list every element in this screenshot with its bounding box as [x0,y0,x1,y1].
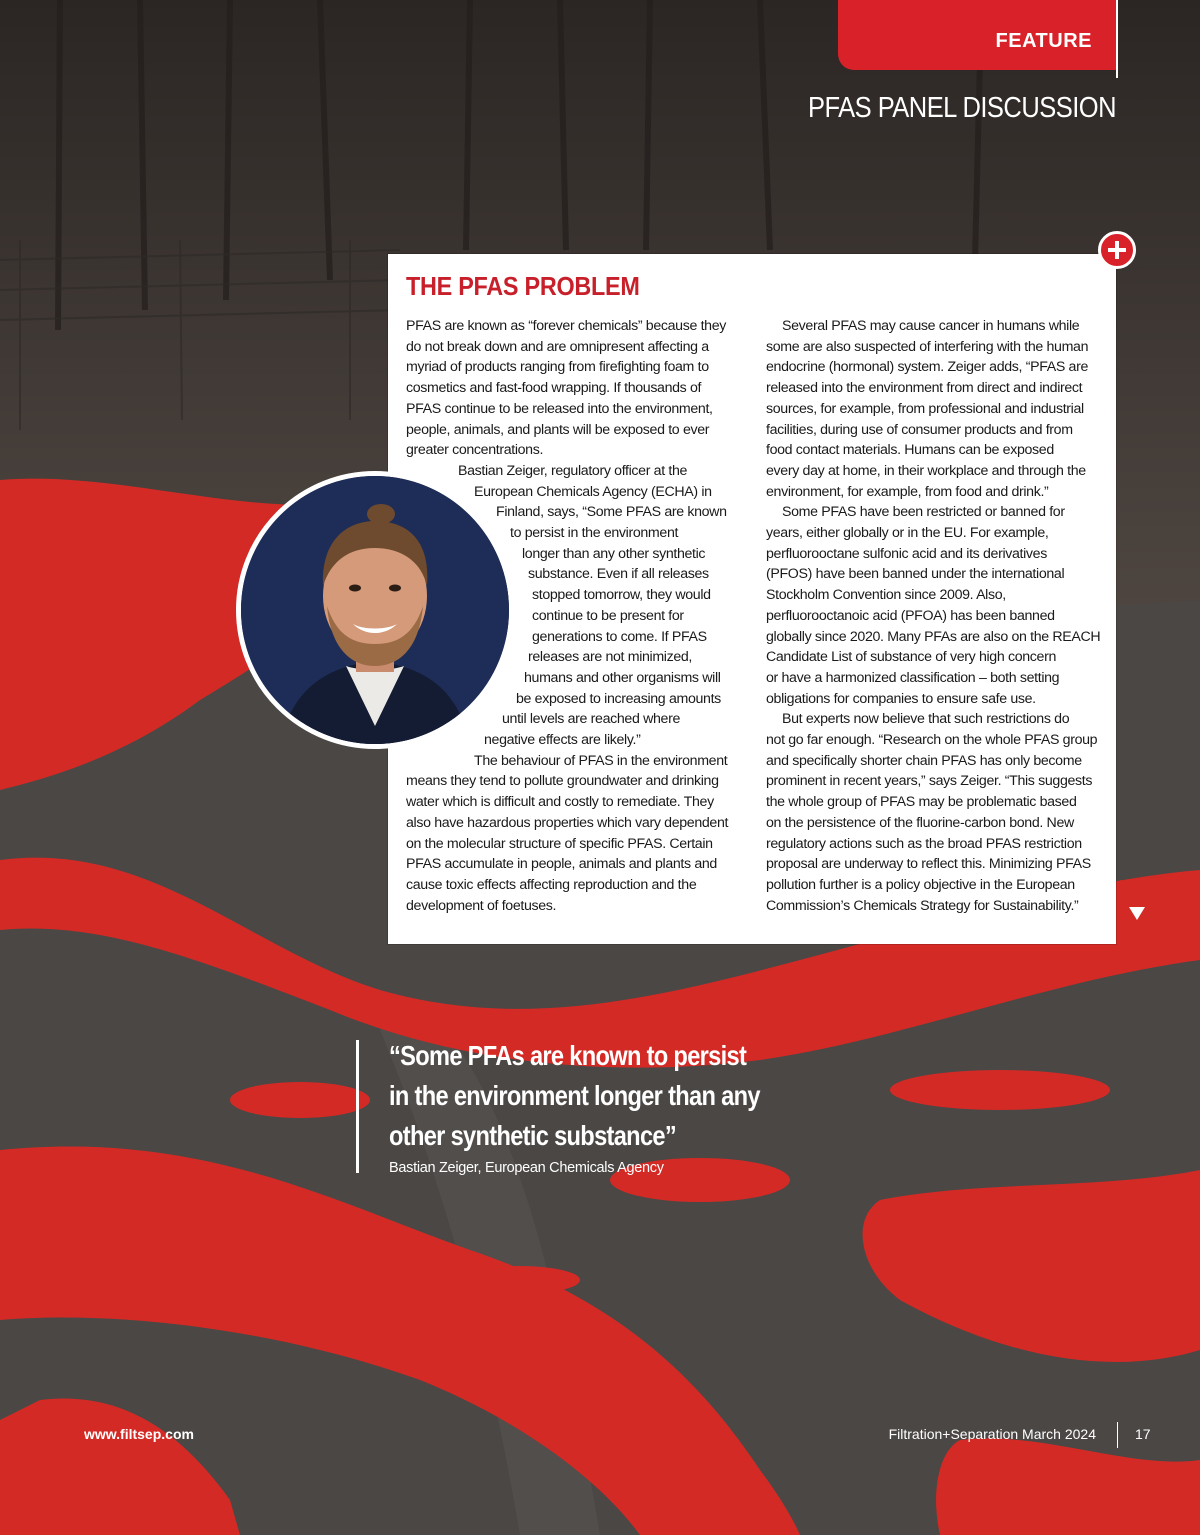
body-line: PFAS accumulate in people, animals and plants and [406,856,717,873]
body-line: Commission’s Chemicals Strategy for Sustainability.” [766,897,1079,914]
body-line: Stockholm Convention since 2009. Also, [766,587,1006,604]
quote-attribution: Bastian Zeiger, European Chemicals Agency [389,1160,664,1176]
body-line: every day at home, in their workplace and through the [766,462,1086,479]
body-line: or have a harmonized classification – both setting [766,669,1060,686]
body-line: years, either globally or in the EU. For example, [766,525,1049,542]
portrait-illustration [241,476,509,744]
box-title: THE PFAS PROBLEM [406,271,640,301]
feature-label: FEATURE [995,30,1092,52]
body-line: obligations for companies to ensure safe use. [766,690,1036,707]
body-line: But experts now believe that such restrictions do [782,711,1070,728]
body-line: generations to come. If PFAS [532,628,707,645]
footer-magazine: Filtration+Separation March 2024 [888,1426,1096,1442]
body-line: globally since 2020. Many PFAs are also on the REACH [766,628,1101,645]
body-line: facilities, during use of consumer products and from [766,421,1073,438]
body-line: Several PFAS may cause cancer in humans while [782,318,1080,334]
body-line: environment, for example, from food and drink.” [766,483,1049,500]
body-line: Some PFAS have been restricted or banned for [782,504,1065,521]
body-line: development of foetuses. [406,897,557,914]
body-line: regulatory actions such as the broad PFAS restriction [766,835,1082,852]
body-line: some are also suspected of interfering with the human [766,338,1089,355]
body-line: endocrine (hormonal) system. Zeiger adds, “PFAS are [766,359,1089,376]
page-number: 17 [1135,1426,1151,1442]
plus-circle-icon [1098,231,1136,269]
section-title: PFAS PANEL DISCUSSION [808,92,1116,124]
portrait-photo [236,471,514,749]
body-line: and specifically shorter chain PFAS has only become [766,752,1082,769]
body-line: until levels are reached where [502,711,680,728]
body-line: greater concentrations. [406,442,544,459]
body-line: perfluorooctanoic acid (PFOA) has been banned [766,607,1055,624]
quote-bar [356,1040,359,1173]
body-line: people, animals, and plants will be exposed to ever [406,421,710,438]
body-line: sources, for example, from professional and industrial [766,400,1084,417]
body-line: longer than any other synthetic [522,545,706,562]
header-divider [1116,0,1118,78]
pull-quote-line: “Some PFAs are known to persist [389,1040,747,1071]
body-line: means they tend to pollute groundwater and drinking [406,773,719,790]
body-line: humans and other organisms will [524,669,721,686]
pull-quote-line: other synthetic substance” [389,1120,677,1151]
right-column [766,316,1106,916]
body-line: prominent in recent years,” says Zeiger. “This suggests [766,773,1093,790]
body-line: stopped tomorrow, they would [532,587,711,604]
body-line: releases are not minimized, [528,649,693,666]
body-line: Finland, says, “Some PFAS are known [496,504,727,521]
body-line: Candidate List of substance of very high concern [766,649,1056,666]
body-line: European Chemicals Agency (ECHA) in [474,483,712,500]
footer-url[interactable]: www.filtsep.com [84,1426,194,1442]
body-line: on the molecular structure of specific PFAS. Certain [406,835,713,852]
body-line: continue to be present for [532,607,684,624]
body-line: water which is difficult and costly to remediate. They [406,794,714,811]
body-line: cause toxic effects affecting reproduction and the [406,876,697,893]
triangle-down-icon [1129,907,1145,920]
body-line: on the persistence of the fluorine-carbon bond. New [766,814,1074,831]
footer-divider [1117,1422,1118,1448]
body-line: negative effects are likely.” [484,732,641,749]
body-line: PFAS continue to be released into the environment, [406,400,713,417]
body-line: substance. Even if all releases [528,566,709,583]
body-line: The behaviour of PFAS in the environment [474,752,728,769]
body-line: perfluorooctane sulfonic acid and its derivatives [766,545,1047,562]
body-line: do not break down and are omnipresent affecting a [406,338,709,355]
body-line: not go far enough. “Research on the whole PFAS group [766,732,1098,749]
body-line: cosmetics and fast-food wrapping. If thousands of [406,380,702,397]
body-line: proposal are underway to reflect this. Minimizing PFAS [766,856,1091,873]
pull-quote [389,1036,760,1156]
body-line: food contact materials. Humans can be exposed [766,442,1054,459]
body-line: the whole group of PFAS may be problematic based [766,794,1077,811]
body-line: released into the environment from direct and indirect [766,380,1083,397]
body-line: to persist in the environment [510,525,679,542]
body-line: (PFOS) have been banned under the international [766,566,1065,583]
body-line: myriad of products ranging from firefighting foam to [406,359,709,376]
pull-quote-line: in the environment longer than any [389,1080,760,1111]
body-line: Bastian Zeiger, regulatory officer at the [458,462,688,479]
feature-tab [838,0,1118,70]
body-line: be exposed to increasing amounts [516,690,721,707]
body-line: also have hazardous properties which vary dependent [406,814,729,831]
body-line: pollution further is a policy objective in the European [766,876,1075,893]
body-line: PFAS are known as “forever chemicals” because they [406,318,727,334]
